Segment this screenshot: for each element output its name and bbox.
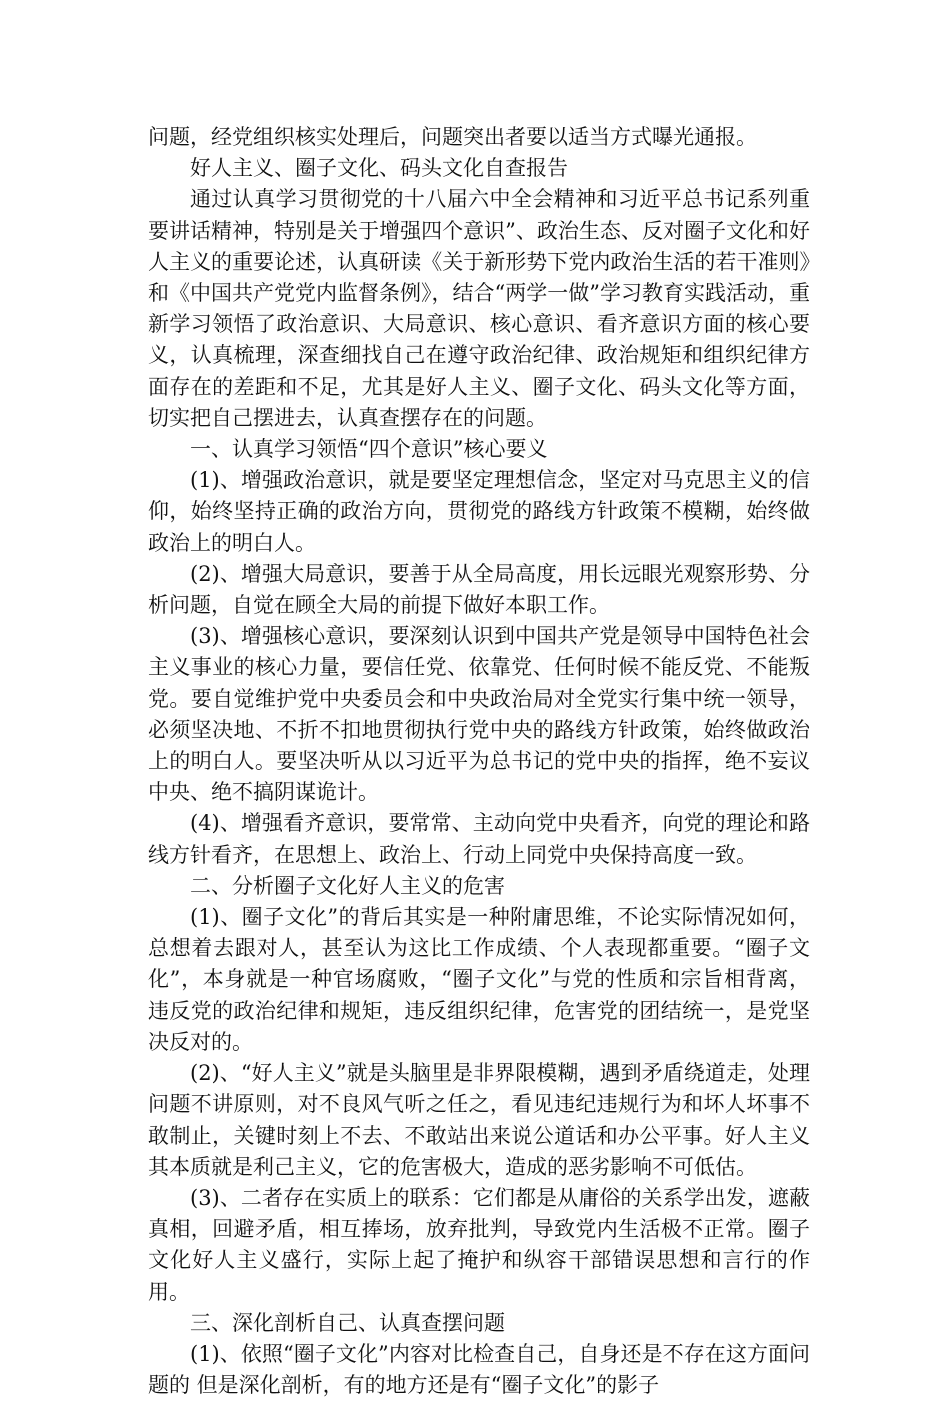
paragraph-1-2: (2)、增强大局意识，要善于从全局高度，用长远眼光观察形势、分析问题，自觉在顾全大局的前提下做好本职工作。 xyxy=(148,561,810,618)
paragraph-2-2: (2)、“好人主义”就是头脑里是非界限模糊，遇到矛盾绕道走，处理问题不讲原则，对不良风气听之任之，看见违纪违规行为和坏人坏事不敢制止，关键时刻上不去、不敢站出来说公道话和办公平事。好人主义其本质就是利己主义，它的危害极大，造成的恶劣影响不可低估。 xyxy=(148,1061,810,1179)
paragraph-3-1: (1)、依照“圈子文化”内容对比检查自己，自身还是不存在这方面问题的 但是深化剖析，有的地方还是有“圈子文化”的影子 xyxy=(148,1341,810,1398)
document-body xyxy=(148,122,810,1401)
paragraph-2-3: (3)、二者存在实质上的联系：它们都是从庸俗的关系学出发，遮蔽真相，回避矛盾，相互捧场，放弃批判，导致党内生活极不正常。圈子文化好人主义盛行，实际上起了掩护和纵容干部错误思想和言行的作用。 xyxy=(148,1185,810,1304)
section-heading-3: 三、深化剖析自己、认真查摆问题 xyxy=(190,1310,505,1335)
section-heading-2: 二、分析圈子文化好人主义的危害 xyxy=(190,873,505,898)
paragraph-1-4: (4)、增强看齐意识，要常常、主动向党中央看齐，向党的理论和路线方针看齐，在思想上、政治上、行动上同党中央保持高度一致。 xyxy=(148,811,810,867)
paragraph-2-1: (1)、圈子文化”的背后其实是一种附庸思维，不论实际情况如何，总想着去跟对人，甚至认为这比工作成绩、个人表现都重要。“圈子文化”，本身就是一种官场腐败，“圈子文化”与党的性质和宗旨相背离，违反党的政治纪律和规矩，违反组织纪律，危害党的团结统一，是党坚决反对的。 xyxy=(148,905,810,1054)
report-title: 好人主义、圈子文化、码头文化自查报告 xyxy=(190,156,568,181)
paragraph-continuation: 问题，经党组织核实处理后，问题突出者要以适当方式曝光通报。 xyxy=(148,125,757,149)
section-heading-1: 一、认真学习领悟“四个意识”核心要义 xyxy=(190,437,548,462)
paragraph-1-1: (1)、增强政治意识，就是要坚定理想信念，坚定对马克思主义的信仰，始终坚持正确的政治方向，贯彻党的路线方针政策不模糊，始终做政治上的明白人。 xyxy=(148,468,810,555)
paragraph-1-3: (3)、增强核心意识，要深刻认识到中国共产党是领导中国特色社会主义事业的核心力量，要信任党、依靠党、任何时候不能反党、不能叛党。要自觉维护党中央委员会和中央政治局对全党实行集中统一领导，必须坚决地、不折不扣地贯彻执行党中央的路线方针政策，始终做政治上的明白人。要坚决听从以习近平为总书记的党中央的指挥，绝不妄议中央、绝不搞阴谋诡计。 xyxy=(148,624,810,805)
paragraph-intro: 通过认真学习贯彻党的十八届六中全会精神和习近平总书记系列重要讲话精神，特别是关于增强四个意识”、政治生态、反对圈子文化和好人主义的重要论述，认真研读《关于新形势下党内政治生活的若干准则》和《中国共产党党内监督条例》，结合“两学一做”学习教育实践活动，重新学习领悟了政治意识、大局意识、核心意识、看齐意识方面的核心要义，认真梳理，深查细找自己在遵守政治纪律、政治规矩和组织纪律方面存在的差距和不足，尤其是好人主义、圈子文化、码头文化等方面，切实把自己摆进去，认真查摆存在的问题。 xyxy=(148,187,810,430)
